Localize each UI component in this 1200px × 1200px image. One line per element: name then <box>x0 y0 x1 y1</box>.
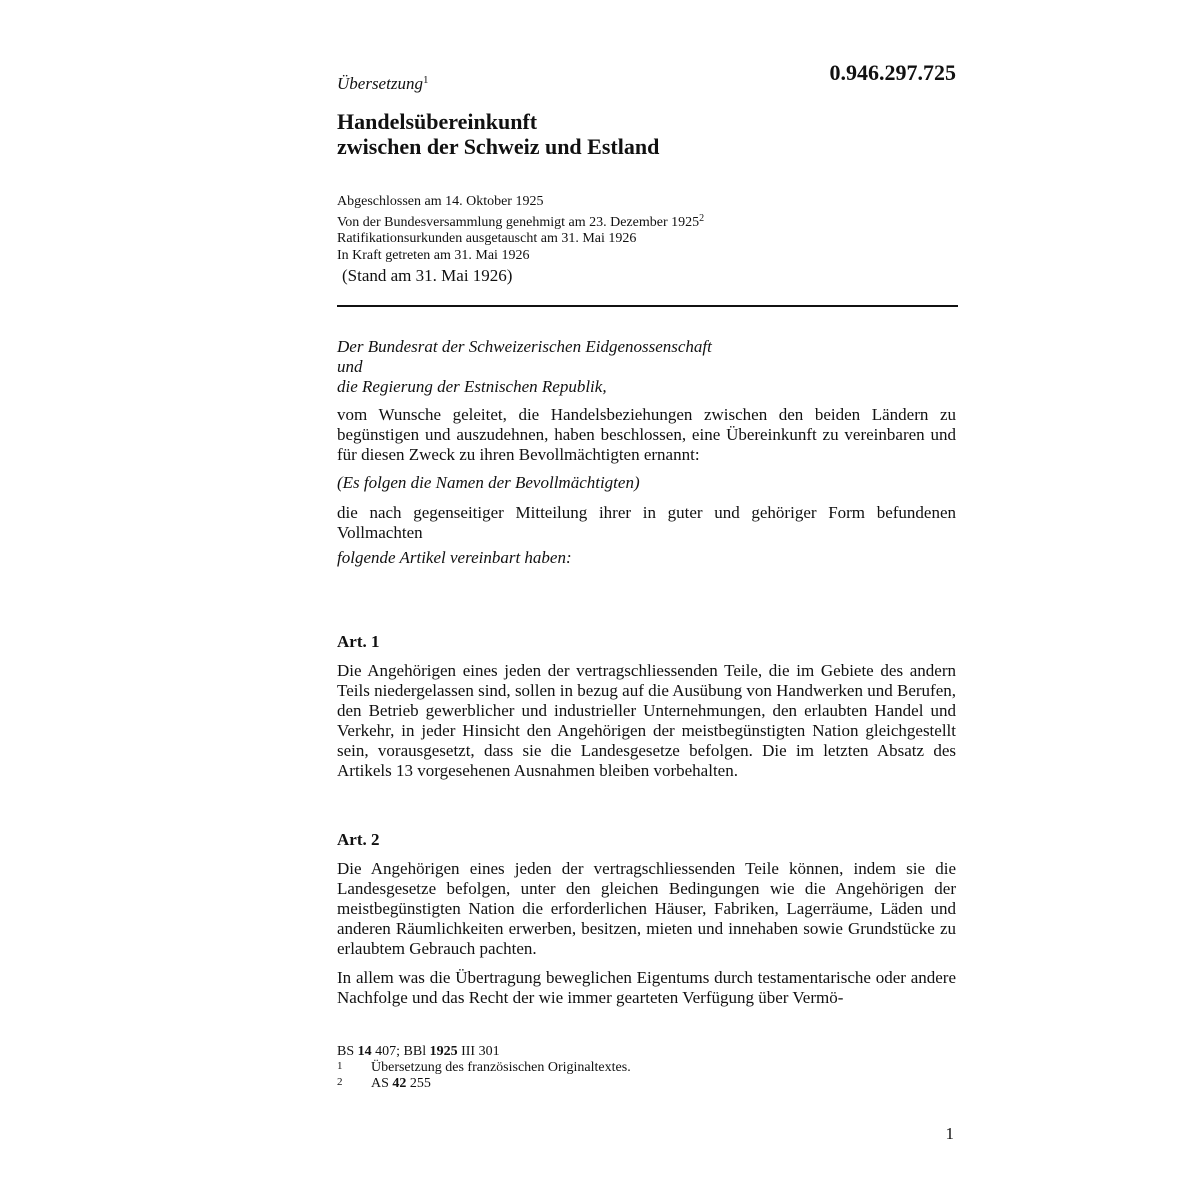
article-2-paragraph-1: Die Angehörigen eines jeden der vertragschliessenden Teile können, indem sie die Landesgesetze befolgen, unter den gleichen Bedingungen wie die Angehörigen der meistbegünstigten Nation die erforderlichen Häuser, Fabriken, Lagerräume, Läden und anderen Räumlichkeiten erwerben, besitzen, mieten und innehaben sowie Grundstücke zu erlaubtem Gebrauch pachten. <box>337 859 956 958</box>
header-divider <box>337 305 958 307</box>
date-ratification: Ratifikationsurkunden ausgetauscht am 31. Mai 1926 <box>337 231 637 246</box>
footnote-2 <box>337 1076 957 1092</box>
source-bbl-year: 1925 <box>429 1044 458 1059</box>
date-block <box>337 194 704 264</box>
translation-label: Übersetzung <box>337 74 423 93</box>
source-bs-volume: 14 <box>357 1044 372 1059</box>
source-bs-page: 407; BBl <box>371 1044 430 1059</box>
title-line-1: Handelsübereinkunft <box>337 109 538 134</box>
footnote-number: 2 <box>337 1076 343 1088</box>
article-2-heading: Art. 2 <box>337 830 380 849</box>
party-switzerland: Der Bundesrat der Schweizerischen Eidgenossenschaft <box>337 337 712 356</box>
agreed-articles-line: folgende Artikel vereinbart haben: <box>337 548 572 567</box>
article-1-heading: Art. 1 <box>337 632 380 651</box>
page-number: 1 <box>945 1124 954 1143</box>
full-powers-paragraph: die nach gegenseitiger Mitteilung ihrer in guter und gehöriger Form befundenen Vollmachten <box>337 503 956 542</box>
document-title <box>337 109 659 159</box>
footnote-1 <box>337 1060 957 1076</box>
party-estonia: die Regierung der Estnischen Republik, <box>337 377 607 396</box>
source-reference <box>337 1043 957 1060</box>
date-approved <box>337 211 704 232</box>
status-date: (Stand am 31. Mai 1926) <box>342 266 513 285</box>
footnote-as-label: AS <box>371 1076 393 1091</box>
preamble-text <box>337 405 956 465</box>
footnote-as-volume: 42 <box>392 1076 407 1091</box>
source-bbl-rest: III 301 <box>457 1044 500 1059</box>
footnote-number: 1 <box>337 1060 343 1072</box>
conjunction: und <box>337 357 363 376</box>
preamble-paragraph: vom Wunsche geleitet, die Handelsbeziehungen zwischen den beiden Ländern zu begünstigen und auszudehnen, haben beschlossen, eine Übereinkunft zu vereinbaren und für diesen Zweck zu ihren Bevollmächtigten ernannt: <box>337 405 956 464</box>
footnote-as-page: 255 <box>406 1076 431 1091</box>
footnote-ref-2[interactable]: 2 <box>699 212 705 224</box>
sr-number: 0.946.297.725 <box>829 60 956 85</box>
date-approved-text: Von der Bundesversammlung genehmigt am 23. Dezember 1925 <box>337 214 700 230</box>
translation-note <box>337 74 428 94</box>
preamble-parties <box>337 337 956 397</box>
footnote-text: Übersetzung des französischen Originaltextes. <box>371 1060 631 1075</box>
date-concluded: Abgeschlossen am 14. Oktober 1925 <box>337 194 544 209</box>
footnote-ref-1[interactable]: 1 <box>422 74 429 86</box>
article-2-paragraph-2: In allem was die Übertragung beweglichen Eigentums durch testamentarische oder andere Nachfolge und das Recht der wie immer gearteten Verfügung über Vermö- <box>337 968 956 1007</box>
plenipotentiaries-note: (Es folgen die Namen der Bevollmächtigten) <box>337 473 640 492</box>
article-1-paragraph: Die Angehörigen eines jeden der vertragschliessenden Teile, die im Gebiete des andern Teils niedergelassen sind, sollen in bezug auf die Ausübung von Handwerken und Berufen, den Betrieb gewerblicher und industrieller Unternehmungen, den erlaubten Handel und Verkehr, in jeder Hinsicht den Angehörigen der meistbegünstigten Nation gleichgestellt sein, vorausgesetzt, dass sie die Landesgesetze befolgen. Die im letzten Absatz des Artikels 13 vorgesehenen Ausnahmen bleiben vorbehalten. <box>337 661 956 780</box>
date-in-force: In Kraft getreten am 31. Mai 1926 <box>337 247 530 263</box>
footnotes <box>337 1043 957 1092</box>
footnote-text <box>371 1076 431 1092</box>
title-line-2: zwischen der Schweiz und Estland <box>337 134 660 159</box>
source-bs-label: BS <box>337 1044 358 1059</box>
